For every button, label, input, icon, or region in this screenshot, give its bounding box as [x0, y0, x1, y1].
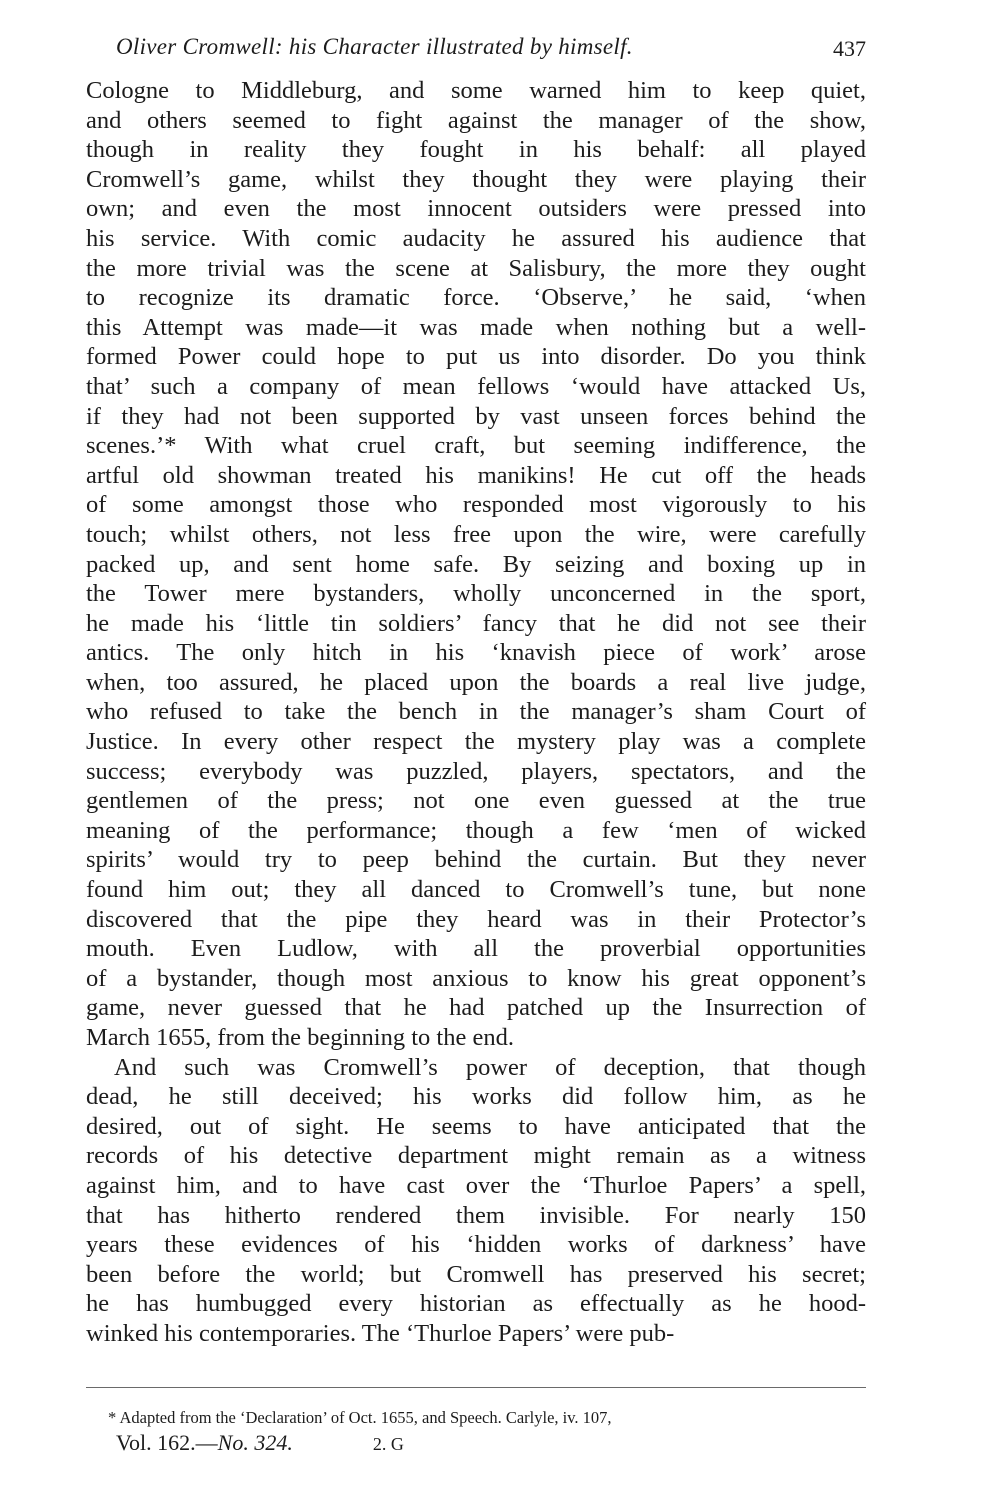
text-line: And such was Cromwell’s power of deception, that though	[114, 1053, 866, 1081]
text-line: Justice. In every other respect the mystery play was a complete	[86, 728, 866, 756]
text-line: dead, he still deceived; his works did follow him, as he	[86, 1083, 866, 1111]
text-line: if they had not been supported by vast unseen forces behind the	[86, 402, 866, 430]
text-line: mouth. Even Ludlow, with all the proverbial opportunities	[86, 935, 866, 963]
text-line: antics. The only hitch in his ‘knavish piece of work’ arose	[86, 639, 866, 667]
text-line: success; everybody was puzzled, players, spectators, and the	[86, 757, 866, 785]
text-line: formed Power could hope to put us into disorder. Do you think	[86, 343, 866, 371]
paragraph-1	[86, 76, 866, 1053]
text-line: discovered that the pipe they heard was in their Protector’s	[86, 905, 866, 933]
text-line: of a bystander, though most anxious to know his great opponent’s	[86, 964, 866, 992]
text-line: the more trivial was the scene at Salisbury, the more they ought	[86, 254, 866, 282]
text-line: this Attempt was made—it was made when nothing but a well-	[86, 313, 866, 341]
text-line: artful old showman treated his manikins! He cut off the heads	[86, 461, 866, 489]
text-line: and others seemed to fight against the manager of the show,	[86, 106, 866, 134]
text-line: he made his ‘little tin soldiers’ fancy that he did not see their	[86, 609, 866, 637]
text-line: who refused to take the bench in the manager’s sham Court of	[86, 698, 866, 726]
text-line: packed up, and sent home safe. By seizing and boxing up in	[86, 550, 866, 578]
text-line: game, never guessed that he had patched up the Insurrection of	[86, 994, 866, 1022]
signature-line	[116, 1430, 516, 1456]
text-line: spirits’ would try to peep behind the curtain. But they never	[86, 846, 866, 874]
text-line: scenes.’* With what cruel craft, but seeming indifference, the	[86, 432, 866, 460]
footnote: * Adapted from the ‘Declaration’ of Oct. 1655, and Speech. Carlyle, iv. 107,	[108, 1408, 612, 1427]
text-line: when, too assured, he placed upon the boards a real live judge,	[86, 668, 866, 696]
text-line: own; and even the most innocent outsiders were pressed into	[86, 195, 866, 223]
text-line: that has hitherto rendered them invisible. For nearly 150	[86, 1201, 866, 1229]
text-line: Cologne to Middleburg, and some warned him to keep quiet,	[86, 77, 866, 104]
body-text	[86, 76, 866, 1349]
text-line: records of his detective department might remain as a witness	[86, 1142, 866, 1170]
page-number: 437	[833, 36, 866, 61]
text-line: meaning of the performance; though a few ‘men of wicked	[86, 816, 866, 844]
text-line: years these evidences of his ‘hidden works of darkness’ have	[86, 1231, 866, 1259]
text-line: been before the world; but Cromwell has preserved his secret;	[86, 1260, 866, 1288]
volume-label: Vol. 162.—	[116, 1430, 218, 1455]
text-line: winked his contemporaries. The ‘Thurloe Papers’ were pub-	[86, 1319, 675, 1347]
text-line: though in reality they fought in his behalf: all played	[86, 136, 866, 164]
text-line: March 1655, from the beginning to the end.	[86, 1024, 514, 1051]
issue-label: No. 324.	[217, 1430, 293, 1455]
text-line: found him out; they all danced to Cromwell’s tune, but none	[86, 876, 866, 904]
running-header	[116, 34, 868, 68]
text-line: to recognize its dramatic force. ‘Observe,’ he said, ‘when	[86, 284, 866, 312]
signature-mark: 2. G	[372, 1434, 404, 1454]
running-title: Oliver Cromwell: his Character illustrated by himself.	[116, 34, 633, 59]
footnote-rule	[86, 1387, 866, 1388]
paragraph-2	[86, 1053, 866, 1349]
text-line: touch; whilst others, not less free upon the wire, were carefully	[86, 520, 866, 548]
text-line: against him, and to have cast over the ‘Thurloe Papers’ a spell,	[86, 1171, 866, 1199]
text-line: gentlemen of the press; not one even guessed at the true	[86, 787, 866, 815]
text-line: his service. With comic audacity he assured his audience that	[86, 224, 866, 252]
text-line: the Tower mere bystanders, wholly unconcerned in the sport,	[86, 580, 866, 608]
text-line: he has humbugged every historian as effectually as he hood-	[86, 1290, 866, 1318]
text-line: desired, out of sight. He seems to have anticipated that the	[86, 1112, 866, 1140]
text-line: Cromwell’s game, whilst they thought they were playing their	[86, 165, 866, 193]
text-line: of some amongst those who responded most vigorously to his	[86, 491, 866, 519]
text-line: that’ such a company of mean fellows ‘would have attacked Us,	[86, 372, 866, 400]
